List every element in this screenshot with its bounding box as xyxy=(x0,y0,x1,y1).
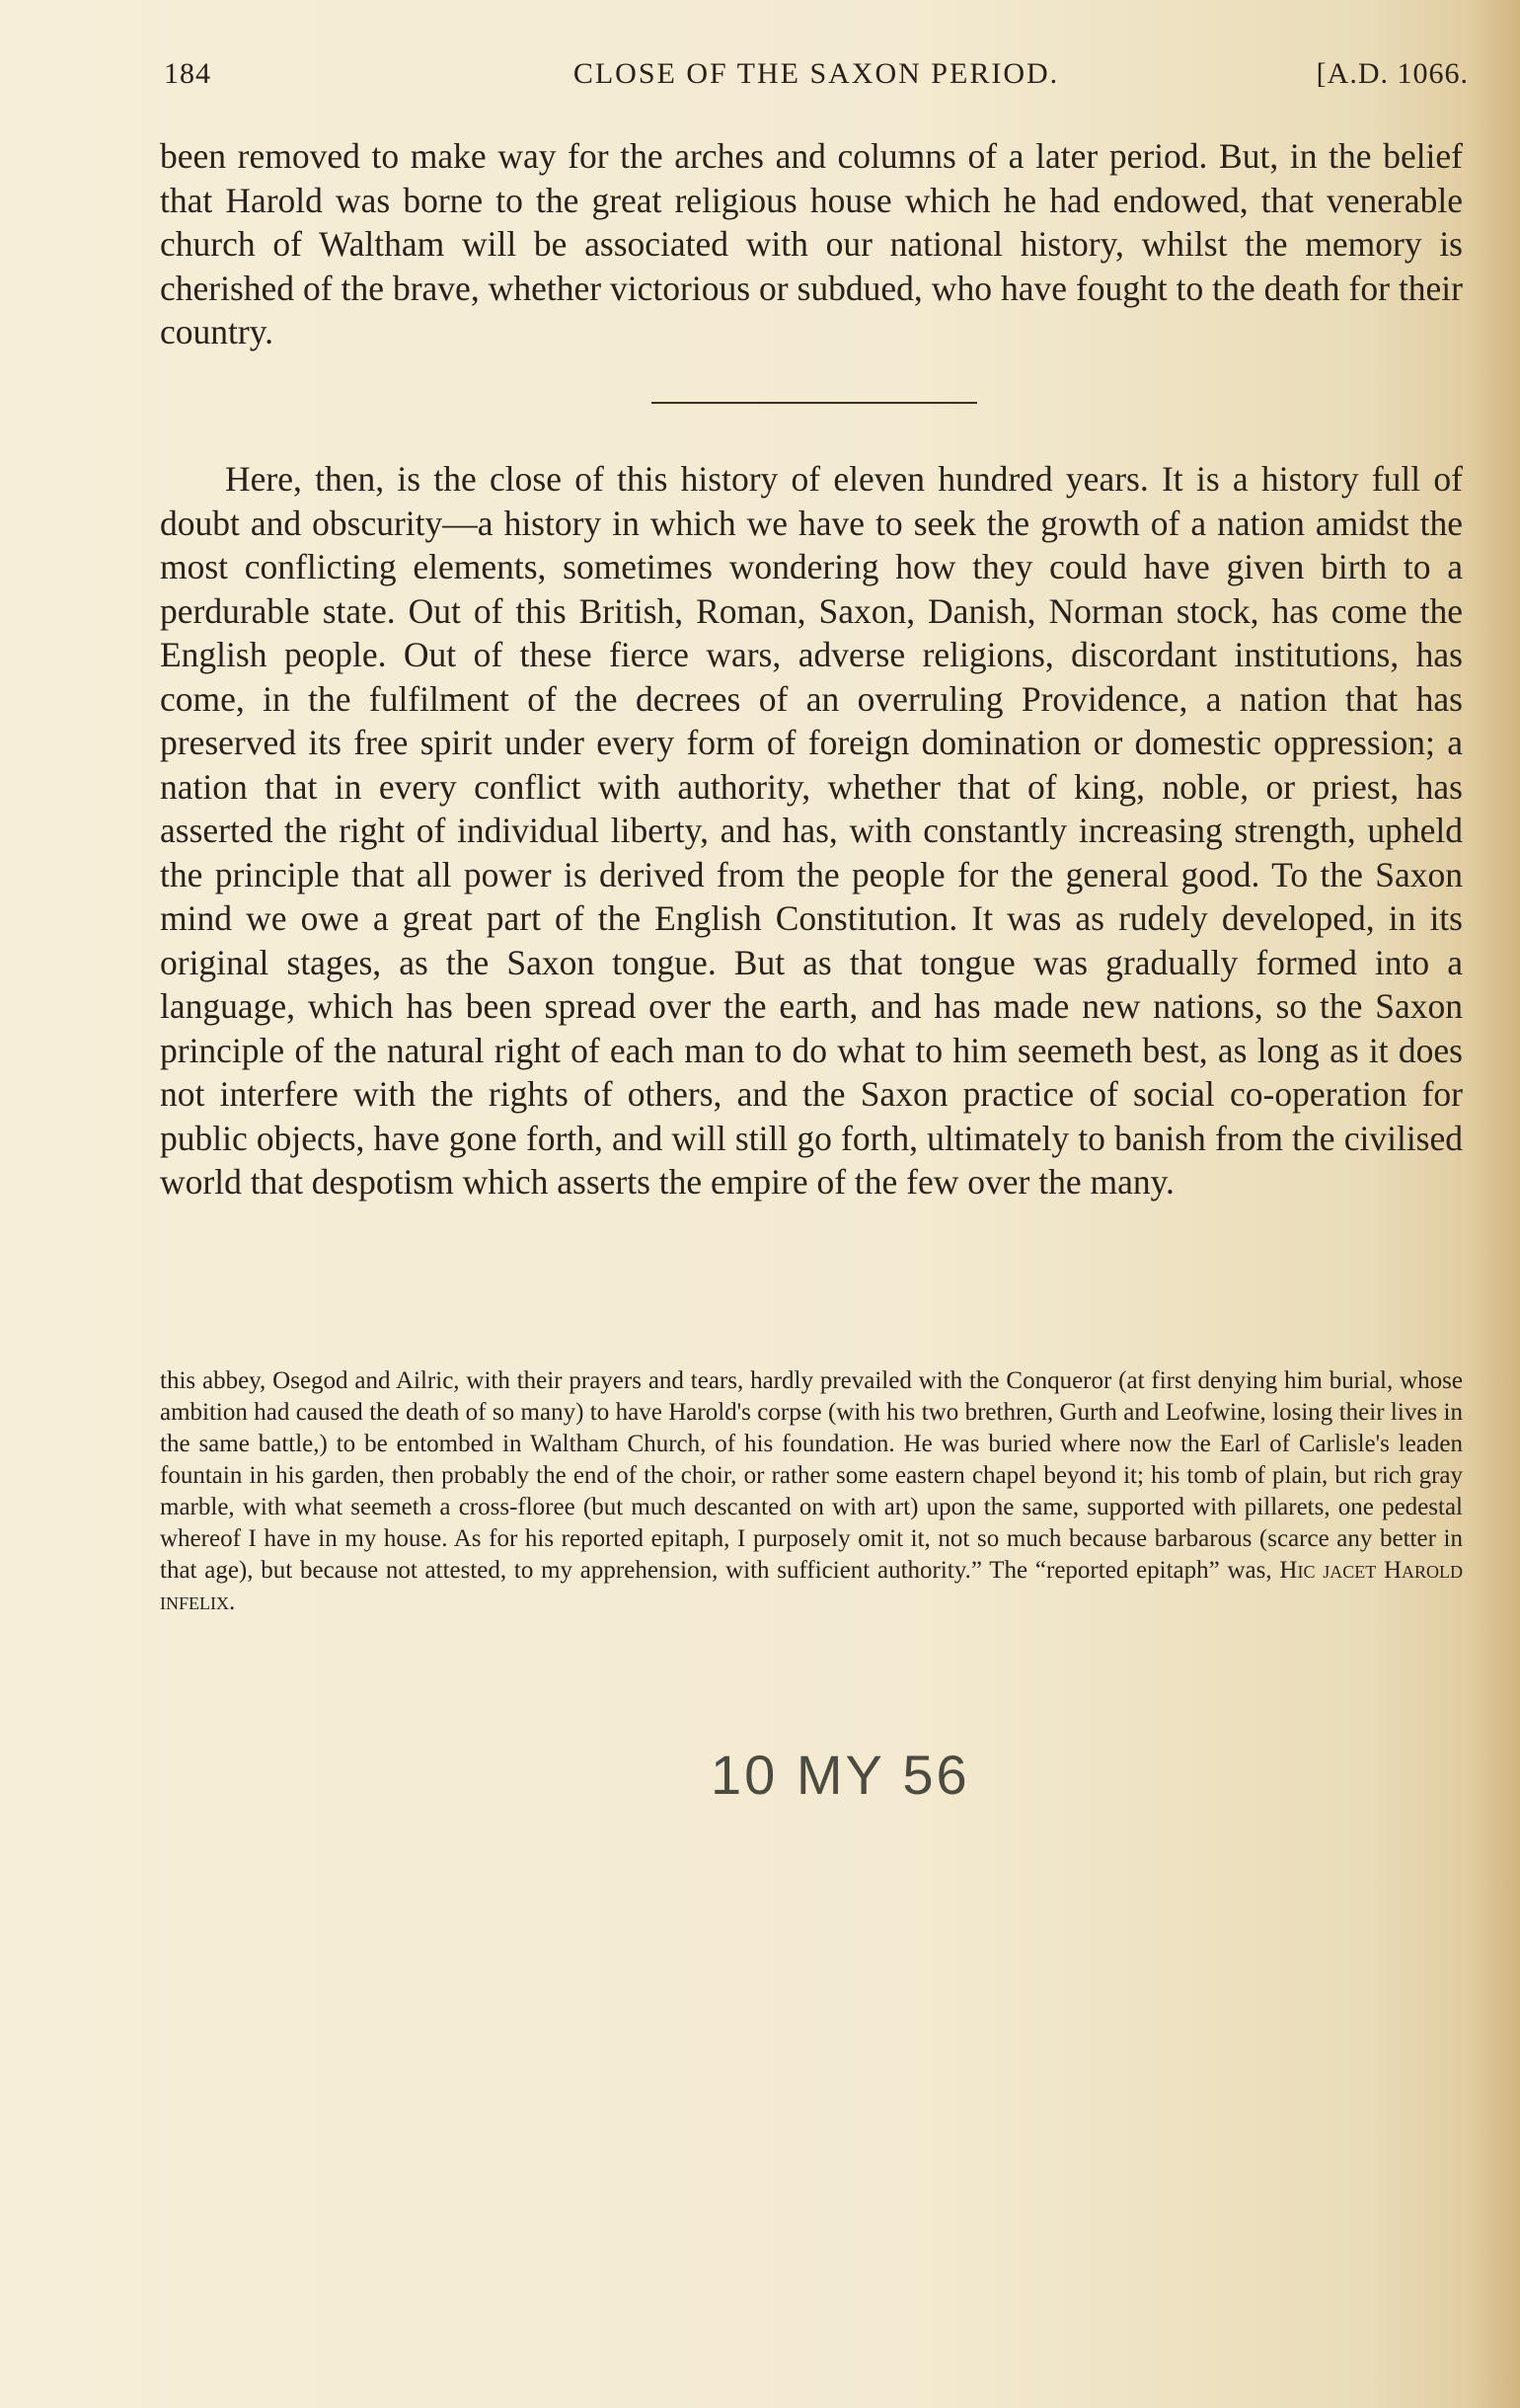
footnote-epitaph: Hic jacet Harold infelix. xyxy=(160,1557,1464,1615)
chapter-title: CLOSE OF THE SAXON PERIOD. xyxy=(572,57,1060,90)
library-date-stamp: 10 MY 56 xyxy=(711,1744,970,1806)
page-gutter-shadow xyxy=(1471,0,1520,2408)
running-head xyxy=(164,57,1469,99)
footnote-text: this abbey, Osegod and Ailric, with their prayers and tears, hardly prevailed with the Conqueror (at first denying him burial, whose ambition had caused the death of so many) to have Harold's corpse (with his two brethren, Gurth and Leofwine, losing their lives in the same battle,) to be entombed in Waltham Church, of his foundation. He was buried where now the Earl of Carlisle's leaden fountain in his garden, then probably the end of the choir, or rather some eastern chapel beyond it; his tomb of plain, but rich gray marble, with what seemeth a cross-floree (but much descanted on with art) upon the same, supported with pillarets, one pedestal whereof I have in my house. As for his reported epitaph, I purposely omit it, not so much because barbarous (scarce any better in that age), but because not attested, to my apprehension, with sufficient authority.” The “reported epitaph” was, xyxy=(160,1367,1463,1584)
page-number: 184 xyxy=(164,57,211,90)
footnote xyxy=(160,1365,1463,1618)
paragraph-closing: Here, then, is the close of this history of eleven hundred years. It is a history full of doubt and obscurity—a history in which we have to seek the growth of a nation amidst the most conflicting elements, sometimes wondering how they could have given birth to a perdurable state. Out of this British, Roman, Saxon, Danish, Norman stock, has come the English people. Out of these fierce wars, adverse religions, discordant institutions, has come, in the fulfilment of the decrees of an overruling Providence, a nation that has preserved its free spirit under every form of foreign domination or domestic oppression; a nation that in every conflict with authority, whether that of king, noble, or priest, has asserted the right of individual liberty, and has, with constantly increasing strength, upheld the principle that all power is derived from the people for the general good. To the Saxon mind we owe a great part of the English Constitution. It was as rudely developed, in its original stages, as the Saxon tongue. But as that tongue was gradually formed into a language, which has been spread over the earth, and has made new nations, so the Saxon principle of the natural right of each man to do what to him seemeth best, as long as it does not interfere with the rights of others, and the Saxon practice of social co-operation for public objects, have gone forth, and will still go forth, ultimately to banish from the civilised world that despotism which asserts the empire of the few over the many. xyxy=(160,459,1463,1202)
section-divider xyxy=(651,402,977,404)
date-range: [A.D. 1066. xyxy=(1316,57,1469,90)
paragraph-continued: been removed to make way for the arches and columns of a later period. But, in the belief that Harold was borne to the great religious house which he had endowed, that venerable church of Waltham will be associated with our national history, whilst the memory is cherished of the brave, whether victorious or subdued, who have fought to the death for their country. xyxy=(160,136,1463,351)
